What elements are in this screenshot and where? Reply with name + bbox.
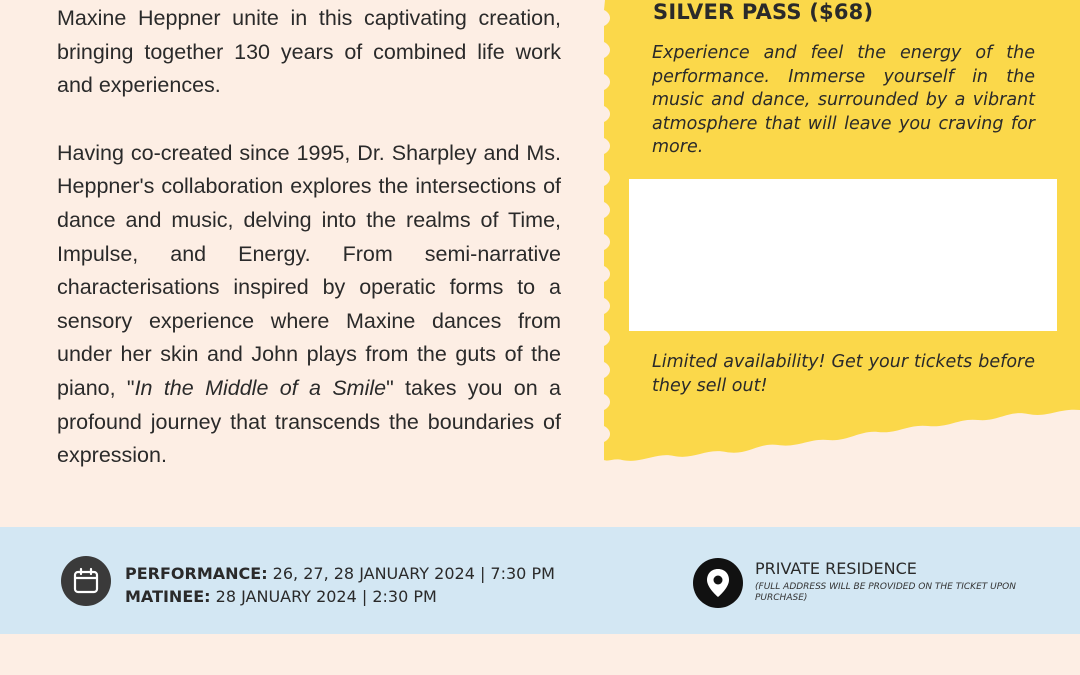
performance-label: PERFORMANCE: [125, 564, 268, 583]
description-para2-end: " takes you on a profound journey that transcends the boundaries of expression. [57, 375, 562, 468]
venue-note: (FULL ADDRESS WILL BE PROVIDED ON THE TICKET UPON PURCHASE) [755, 582, 1016, 603]
matinee-label: MATINEE: [125, 587, 211, 606]
matinee-line [125, 585, 555, 608]
matinee-date: 28 JANUARY 2024 | 2:30 PM [210, 587, 437, 606]
pass-title: SILVER PASS ($68) [653, 0, 874, 24]
schedule-dates [125, 562, 555, 608]
ticket-purchase-widget[interactable] [629, 179, 1057, 331]
location-pin-icon [693, 558, 743, 608]
description-paragraph-1: Maxine Heppner unite in this captivating creation, bringing together 130 years of combined life work and experiences. [57, 6, 561, 98]
venue-title: PRIVATE RESIDENCE [755, 559, 917, 578]
pass-description: Experience and feel the energy of the performance. Immerse yourself in the music and dance, surrounded by a vibrant atmosphere that will leave you craving for more. [652, 43, 1035, 158]
availability-note: Limited availability! Get your tickets before they sell out! [652, 352, 1035, 396]
description-paragraph-2 [57, 137, 561, 473]
show-title: In the Middle of a Smile [134, 375, 387, 400]
calendar-icon [61, 556, 111, 606]
performance-line [125, 562, 555, 585]
event-description [57, 2, 561, 473]
performance-dates: 26, 27, 28 JANUARY 2024 | 7:30 PM [267, 564, 555, 583]
description-para2-start: Having co-created since 1995, Dr. Sharpley and Ms. Heppner's collaboration explores the intersections of dance and music, delving into the realms of Time, Impulse, and Energy. From semi-narrative characterisations inspired by operatic forms to a sensory experience where Maxine dances from under her skin and John plays from the guts of the piano, " [57, 140, 561, 400]
